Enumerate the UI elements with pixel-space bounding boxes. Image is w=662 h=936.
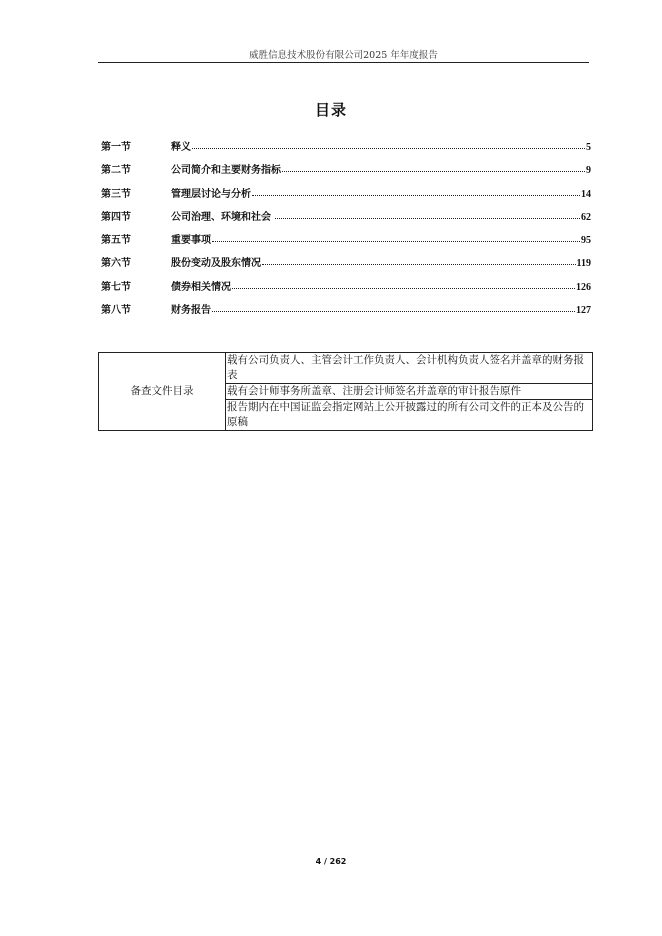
table-row <box>99 353 593 384</box>
toc-section-title: 债券相关情况 <box>171 281 231 293</box>
toc-entry[interactable] <box>101 185 591 208</box>
toc-page-number: 62 <box>581 211 591 223</box>
toc-page-number: 9 <box>586 165 591 177</box>
toc-page-number: 119 <box>576 258 591 270</box>
toc-leader-dots <box>212 303 575 312</box>
toc-page-number: 127 <box>576 305 591 317</box>
toc-entry[interactable] <box>101 254 591 277</box>
toc-section-title: 重要事项 <box>171 235 211 247</box>
toc-section-number: 第七节 <box>101 281 131 293</box>
toc-section-title: 释义 <box>171 142 191 153</box>
page-number-footer: 4 / 262 <box>315 857 347 866</box>
toc-page-number: 95 <box>581 235 591 247</box>
toc-entry[interactable] <box>101 231 591 254</box>
toc-leader-dots <box>192 140 585 149</box>
toc-section-number: 第八节 <box>101 305 131 317</box>
page-title: 目录 <box>314 101 347 119</box>
toc-entry[interactable] <box>101 278 591 301</box>
toc-section-number: 第四节 <box>101 211 131 223</box>
toc-page-number: 126 <box>576 281 591 293</box>
toc-section-title: 公司简介和主要财务指标 <box>171 165 281 177</box>
toc-section-number: 第三节 <box>101 188 131 200</box>
toc-page-number: 5 <box>586 142 591 153</box>
toc-section-title: 股份变动及股东情况 <box>171 258 261 270</box>
toc-leader-dots <box>275 210 580 219</box>
page-header: 威胜信息技术股份有限公司2025 年年度报告 <box>249 50 438 61</box>
toc-page-number: 14 <box>581 188 591 200</box>
reference-docs-label: 备查文件目录 <box>99 353 226 431</box>
toc-leader-dots <box>282 163 585 172</box>
toc-leader-dots <box>232 280 575 289</box>
toc-section-number: 第六节 <box>101 258 131 270</box>
toc-section-title: 财务报告 <box>171 305 211 317</box>
reference-documents-table <box>98 352 593 431</box>
reference-doc-item: 载有会计师事务所盖章、注册会计师签名并盖章的审计报告原件 <box>226 384 593 400</box>
reference-doc-item: 载有公司负责人、主管会计工作负责人、会计机构负责人签名并盖章的财务报表 <box>226 353 593 384</box>
table-of-contents <box>101 138 591 324</box>
toc-section-number: 第二节 <box>101 165 131 177</box>
toc-entry[interactable] <box>101 208 591 231</box>
toc-section-title: 管理层讨论与分析 <box>171 188 251 200</box>
toc-leader-dots <box>262 256 576 265</box>
toc-entry[interactable] <box>101 138 591 161</box>
header-rule <box>98 62 589 63</box>
toc-entry[interactable] <box>101 301 591 324</box>
toc-section-number: 第五节 <box>101 235 131 247</box>
toc-section-title: 公司治理、环境和社会 <box>171 211 275 223</box>
toc-section-number: 第一节 <box>101 142 131 153</box>
toc-entry[interactable] <box>101 161 591 184</box>
toc-leader-dots <box>252 187 580 196</box>
toc-leader-dots <box>212 233 580 242</box>
reference-doc-item: 报告期内在中国证监会指定网站上公开披露过的所有公司文件的正本及公告的原稿 <box>226 400 593 431</box>
